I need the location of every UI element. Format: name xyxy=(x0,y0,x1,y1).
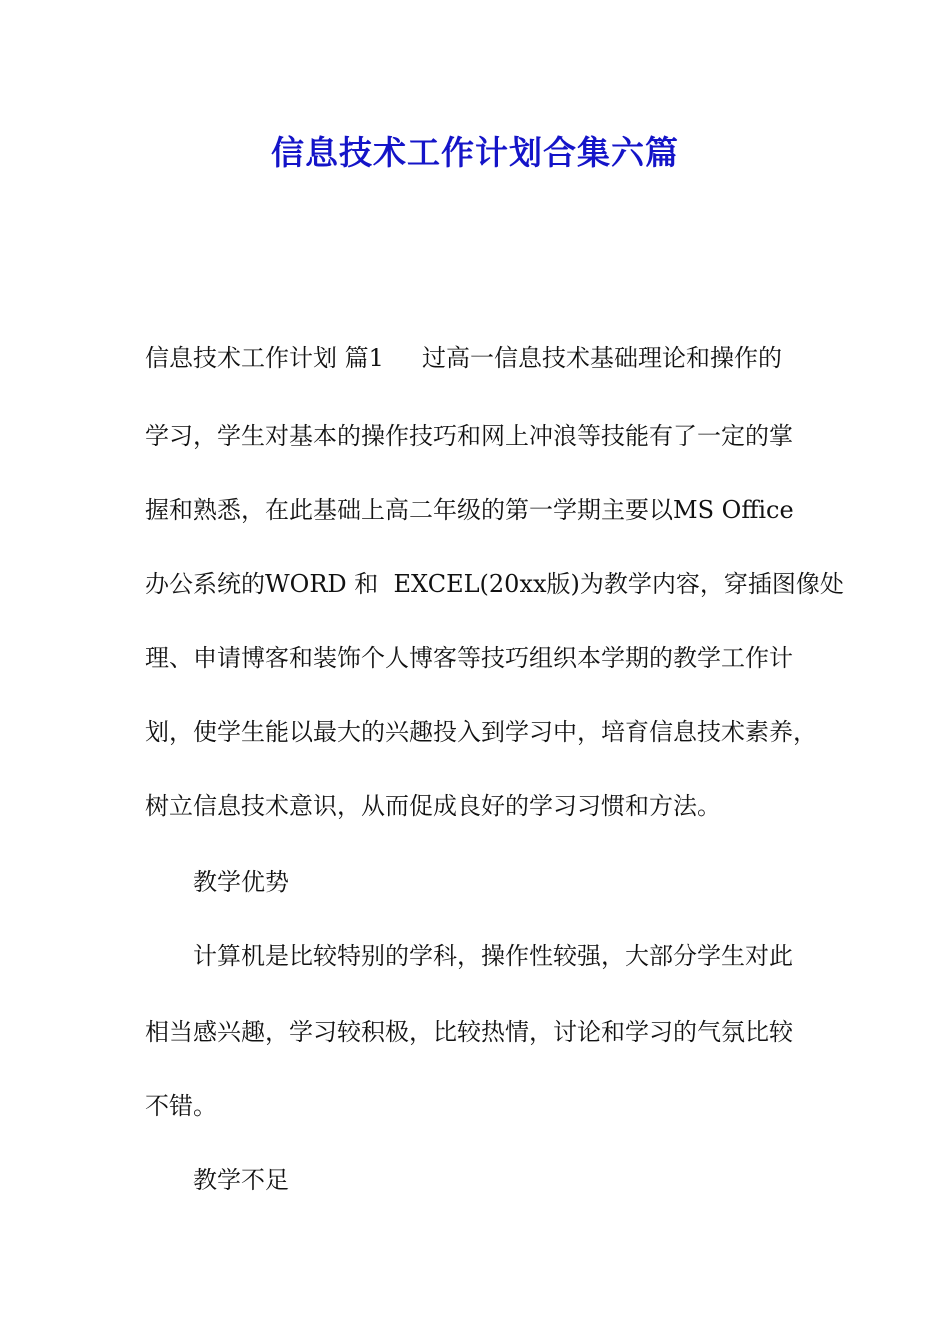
paragraph-line: 握和熟悉，在此基础上高二年级的第一学期主要以MS Office xyxy=(145,496,794,524)
paragraph-line: 相当感兴趣，学习较积极，比较热情，讨论和学习的气氛比较 xyxy=(145,1018,793,1046)
paragraph-line: 学习，学生对基本的操作技巧和网上冲浪等技能有了一定的掌 xyxy=(145,422,793,450)
paragraph-line: 理、申请博客和装饰个人博客等技巧组织本学期的教学工作计 xyxy=(145,644,793,672)
paragraph-line: 不错。 xyxy=(145,1092,217,1120)
section-heading-shortcomings: 教学不足 xyxy=(193,1166,289,1194)
paragraph-line: 办公系统的WORD 和 EXCEL(20xx版)为教学内容，穿插图像处 xyxy=(145,570,844,598)
paragraph-line: 信息技术工作计划 篇1 过高一信息技术基础理论和操作的 xyxy=(145,344,783,372)
paragraph-line: 树立信息技术意识，从而促成良好的学习习惯和方法。 xyxy=(145,792,721,820)
paragraph-line: 划，使学生能以最大的兴趣投入到学习中，培育信息技术素养， xyxy=(145,718,817,746)
paragraph-line: 计算机是比较特别的学科，操作性较强，大部分学生对此 xyxy=(193,942,793,970)
section-heading-advantages: 教学优势 xyxy=(193,868,289,896)
document-title: 信息技术工作计划合集六篇 xyxy=(271,133,679,172)
